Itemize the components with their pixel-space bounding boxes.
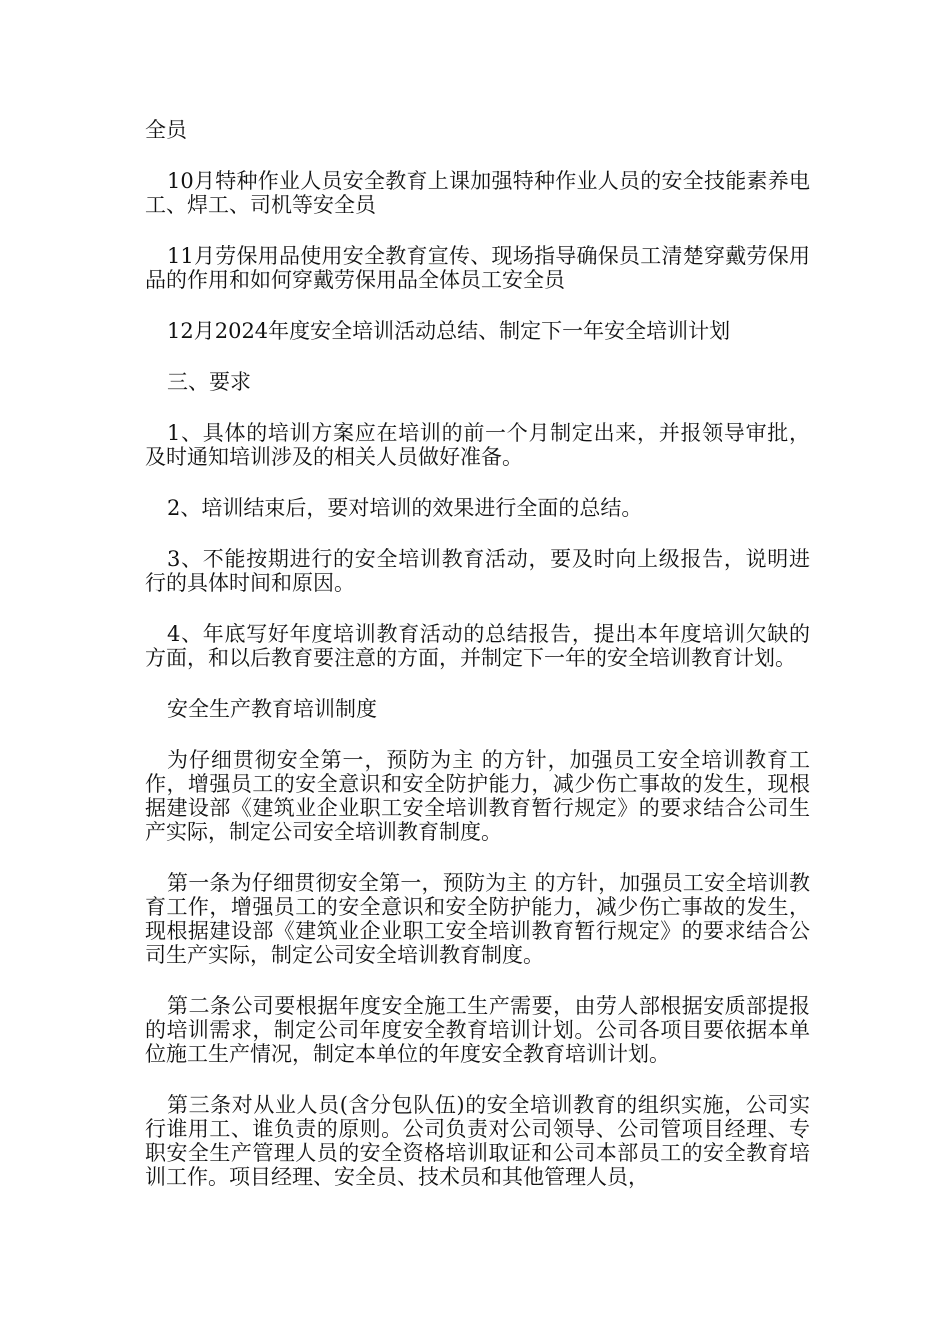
section-heading-system: 安全生产教育培训制度: [167, 697, 377, 721]
paragraph-6: 1、具体的培训方案应在培训的前一个月制定出来，并报领导审批，及时通知培训涉及的相关人员做好准备。: [145, 421, 810, 469]
document-body: [145, 118, 810, 1216]
section-heading-requirements: 三、要求: [167, 370, 251, 394]
paragraph-14: 第三条对从业人员(含分包队伍)的安全培训教育的组织实施，公司实行谁用工、谁负责的原则。公司负责对公司领导、公司管项目经理、专职安全生产管理人员的安全资格培训取证和公司本部员工的安全教育培训工作。项目经理、安全员、技术员和其他管理人员，: [145, 1093, 810, 1189]
paragraph-1: 全员: [145, 118, 187, 142]
paragraph-12: 第一条为仔细贯彻安全第一，预防为主 的方针，加强员工安全培训教育工作，增强员工的安全意识和安全防护能力，减少伤亡事故的发生，现根据建设部《建筑业企业职工安全培训教育暂行规定》的要求结合公司生产实际，制定公司安全培训教育制度。: [145, 871, 810, 967]
paragraph-9: 4、年底写好年度培训教育活动的总结报告，提出本年度培训欠缺的方面，和以后教育要注意的方面，并制定下一年的安全培训教育计划。: [145, 622, 810, 670]
paragraph-4: 12月2024年度安全培训活动总结、制定下一年安全培训计划: [167, 319, 731, 343]
paragraph-2: 10月特种作业人员安全教育上课加强特种作业人员的安全技能素养电工、焊工、司机等安全员: [145, 169, 810, 217]
paragraph-3: 11月劳保用品使用安全教育宣传、现场指导确保员工清楚穿戴劳保用品的作用和如何穿戴劳保用品全体员工安全员: [145, 244, 810, 292]
paragraph-8: 3、不能按期进行的安全培训教育活动，要及时向上级报告，说明进行的具体时间和原因。: [145, 547, 810, 595]
paragraph-11: 为仔细贯彻安全第一，预防为主 的方针，加强员工安全培训教育工作，增强员工的安全意识和安全防护能力，减少伤亡事故的发生，现根据建设部《建筑业企业职工安全培训教育暂行规定》的要求结合公司生产实际，制定公司安全培训教育制度。: [145, 748, 810, 844]
paragraph-13: 第二条公司要根据年度安全施工生产需要，由劳人部根据安质部提报的培训需求，制定公司年度安全教育培训计划。公司各项目要依据本单位施工生产情况，制定本单位的年度安全教育培训计划。: [145, 994, 810, 1066]
paragraph-7: 2、培训结束后，要对培训的效果进行全面的总结。: [167, 496, 643, 520]
